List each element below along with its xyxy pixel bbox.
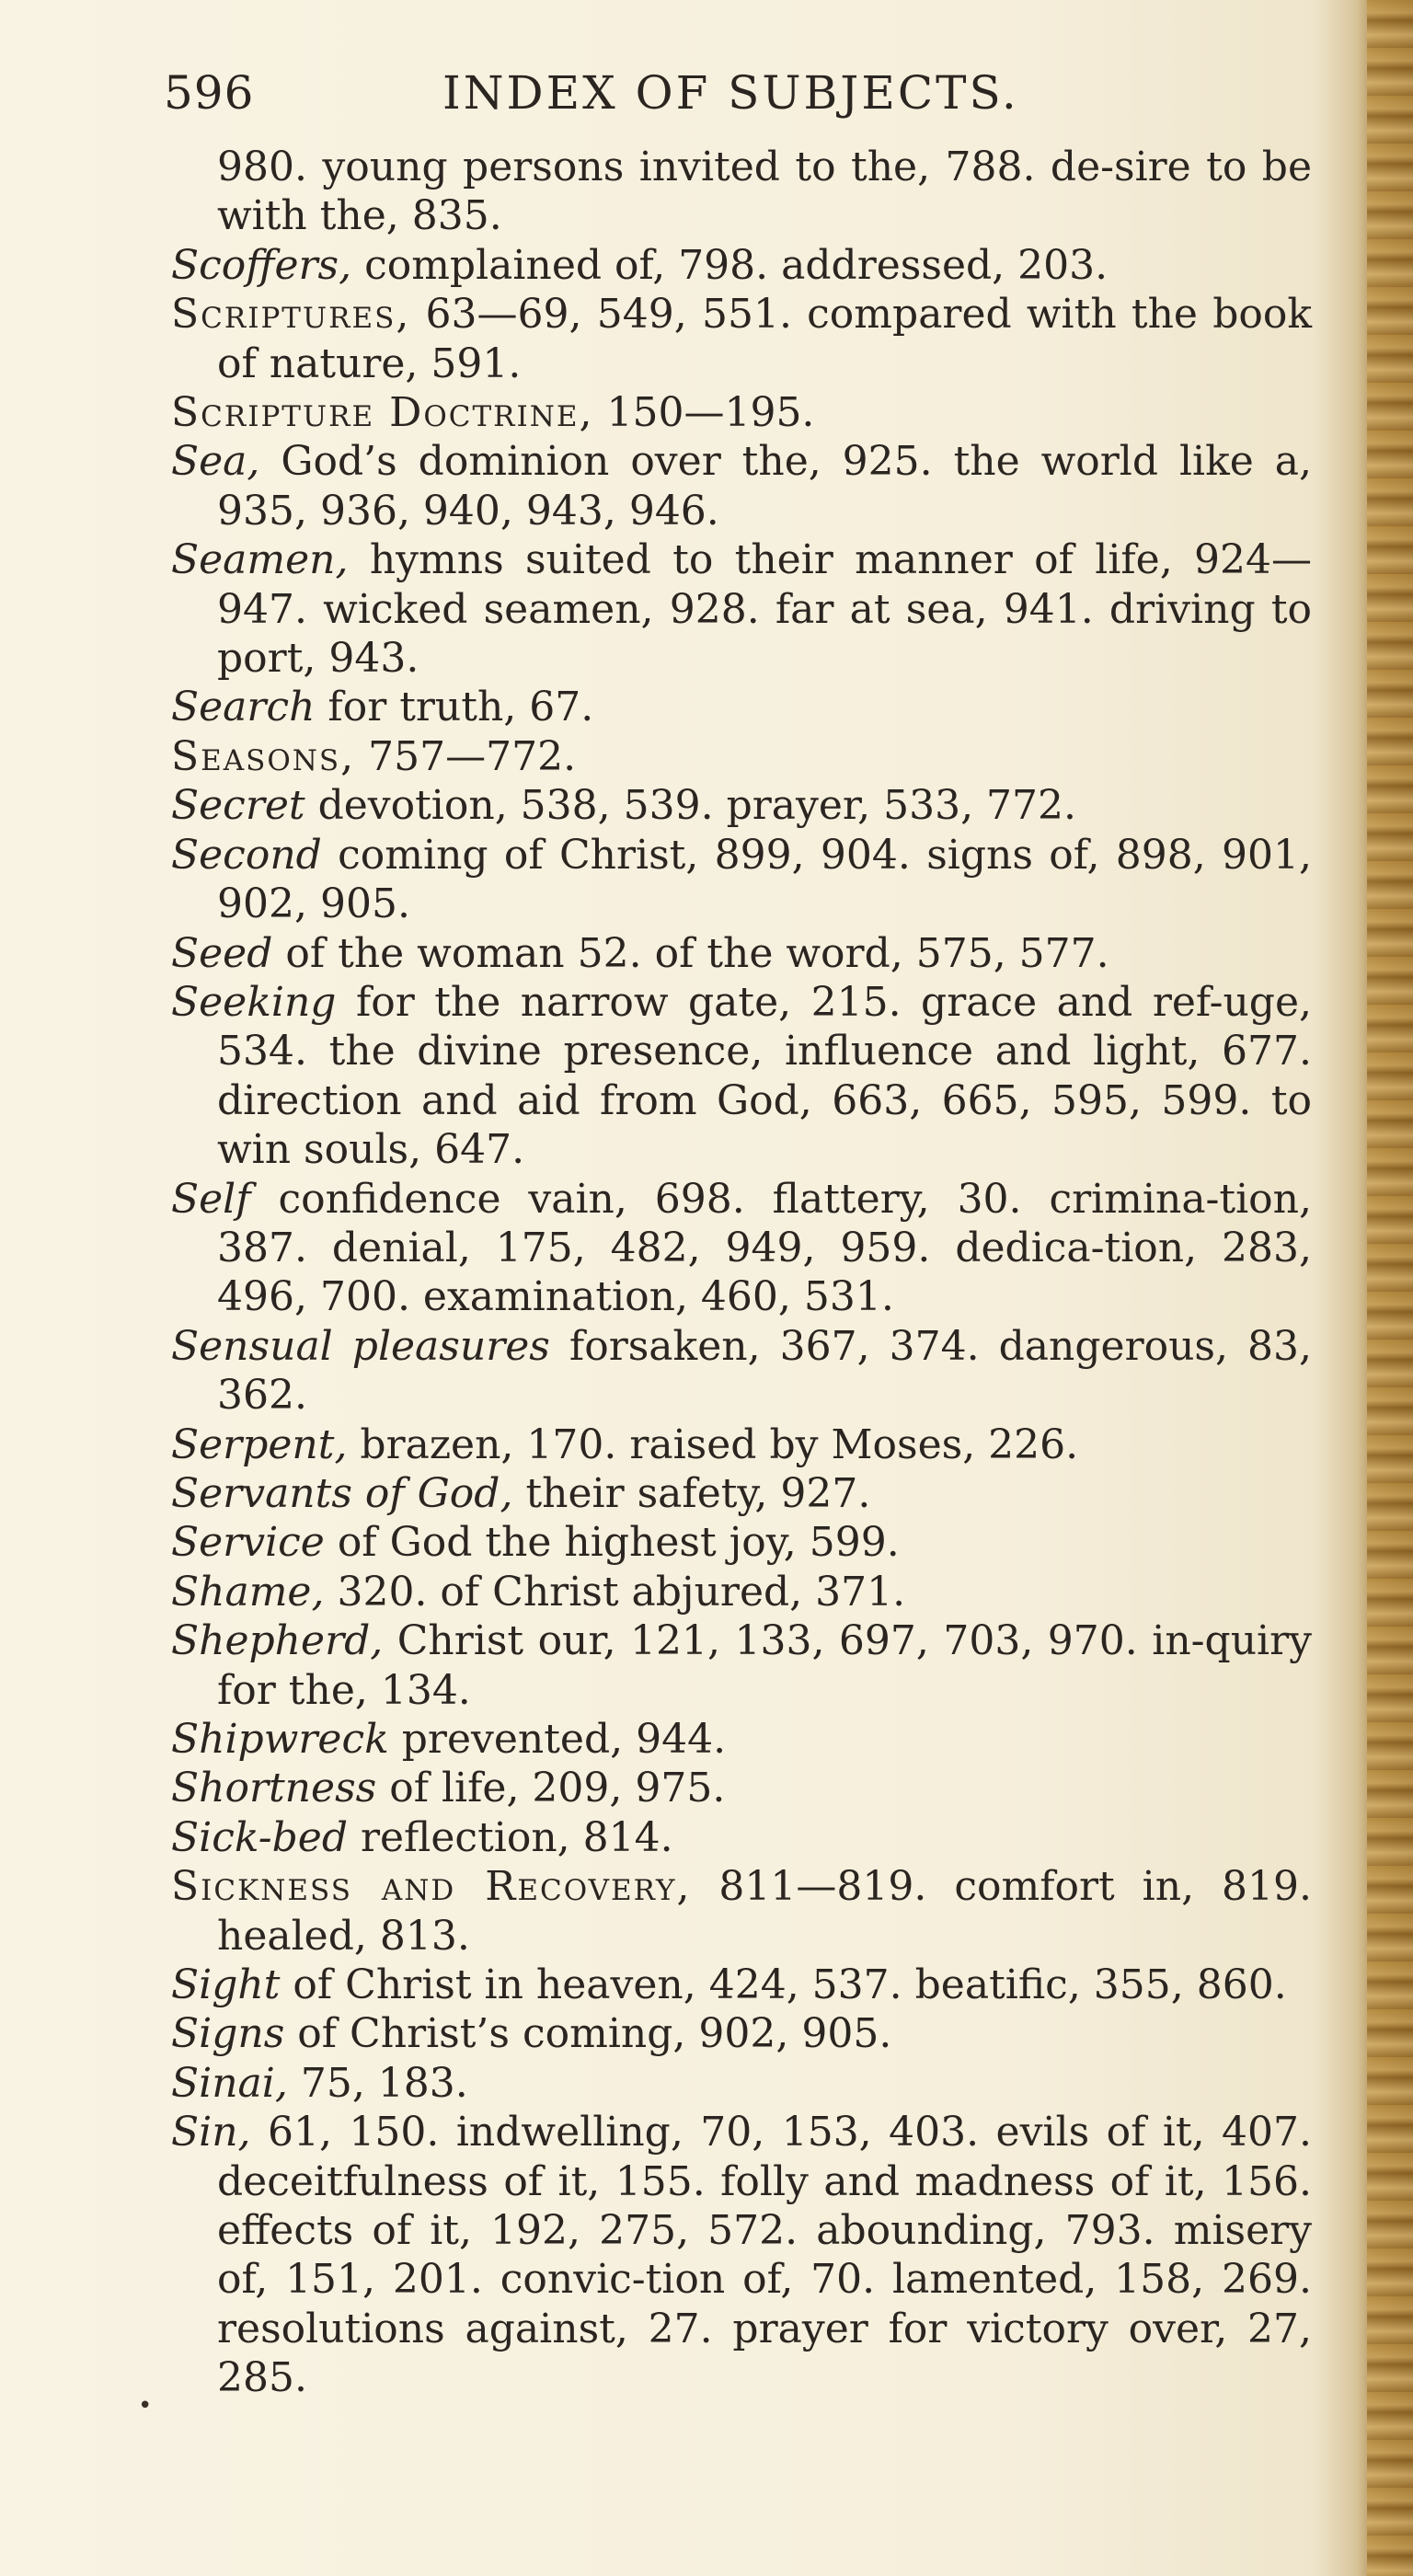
index-entry [171,1813,1312,1862]
index-entry [171,1616,1312,1715]
index-entry [171,978,1312,1175]
index-entry [171,1568,1312,1616]
entry-references: of Christ’s coming, 902, 905. [284,2010,892,2058]
index-entry [171,1862,1312,1961]
index-entry [171,831,1312,929]
index-entry [171,1420,1312,1469]
index-entry [171,241,1312,290]
entry-keyword: Sickness and Recovery, [171,1863,692,1911]
index-entry [171,1518,1312,1567]
entry-references: forsaken, 367, 374. dangerous, 83, 362. [217,1322,1313,1420]
entry-references: 980. young persons invited to the, 788. de-sire to be with the, 835. [217,144,1312,240]
index-entry [171,929,1312,978]
entry-keyword: Servants of God, [171,1469,513,1517]
entry-keyword: Signs [171,2010,285,2058]
entry-keyword: Scoffers, [171,241,352,289]
index-entry [171,388,1312,437]
index-entry [171,143,1312,241]
entry-keyword: Shepherd, [171,1617,384,1665]
index-entry [171,1715,1312,1764]
entry-references: of Christ in heaven, 424, 537. beatific, 355, 860. [280,1961,1287,2009]
entry-keyword: Second [171,831,322,879]
entry-keyword: Search [171,684,316,731]
entry-keyword: Sensual pleasures [171,1322,550,1370]
page-header [164,66,1314,131]
running-title: INDEX OF SUBJECTS. [442,66,1019,120]
entry-keyword: Service [171,1519,325,1567]
index-entry [171,2009,1312,2058]
entry-references: their safety, 927. [512,1469,871,1517]
entry-references: brazen, 170. raised by Moses, 226. [347,1420,1079,1468]
page-number: 596 [164,66,255,120]
index-entry [171,290,1312,388]
entry-keyword: Serpent, [171,1420,348,1468]
entry-keyword: Sin, [171,2109,251,2156]
entry-keyword: Seed [171,929,273,977]
entry-references: reflection, 814. [347,1813,673,1861]
entry-keyword: Shipwreck [171,1716,389,1763]
entry-keyword: Shame, [171,1568,325,1616]
entry-keyword: Shortness [171,1765,377,1812]
entry-keyword: Seamen, [171,536,349,584]
entry-references: for truth, 67. [315,684,594,731]
entry-references: 757—772. [355,732,577,780]
entry-references: complained of, 798. addressed, 203. [351,241,1109,289]
margin-mark: • [138,2392,153,2420]
entry-references: prevented, 944. [388,1716,727,1763]
entry-keyword: Sight [171,1961,281,2009]
index-entry [171,1469,1312,1518]
entry-keyword: Self [171,1175,251,1223]
entry-references: coming of Christ, 899, 904. signs of, 898, 901, 902, 905. [217,831,1312,928]
index-entry [171,2059,1312,2108]
index-entry [171,1961,1312,2009]
entry-keyword: Sick-bed [171,1813,348,1861]
entry-references: 320. of Christ abjured, 371. [324,1568,906,1616]
entry-references: 811—819. comfort in, 819. healed, 813. [217,1863,1313,1960]
entry-references: hymns suited to their manner of life, 924—947. wicked seamen, 928. far at sea, 941. driving to port, 943. [217,536,1312,683]
entry-references: 150—195. [593,389,815,437]
entry-keyword: Seasons, [171,732,356,780]
index-entry [171,781,1312,830]
page-edge [1367,0,1413,2576]
index-entry [171,732,1312,781]
entry-references: for the narrow gate, 215. grace and ref-uge, 534. the divine presence, influence and light, 677. direction and aid from God, 663, 665, 595, 599. to win souls, 647. [217,978,1312,1174]
entry-references: of the woman 52. of the word, 575, 577. [272,929,1109,977]
entry-references: devotion, 538, 539. prayer, 533, 772. [304,782,1077,830]
entry-references: God’s dominion over the, 925. the world like a, 935, 936, 940, 943, 946. [217,438,1312,535]
index-entry [171,2108,1312,2402]
entry-references: of life, 209, 975. [376,1765,726,1812]
entry-keyword: Scriptures, [171,291,411,339]
entry-references: confidence vain, 698. flattery, 30. crimina-tion, 387. denial, 175, 482, 949, 959. dedica-tion, 283, 496, 700. examination, 460, 531. [217,1175,1312,1321]
entry-references: Christ our, 121, 133, 697, 703, 970. in-quiry for the, 134. [217,1617,1312,1714]
entry-keyword: Secret [171,782,305,830]
index-entry [171,535,1312,683]
entry-references: of God the highest joy, 599. [324,1519,900,1567]
entry-keyword: Sea, [171,438,260,486]
index-entry [171,683,1312,731]
index-entry [171,1764,1312,1812]
index-entry [171,1322,1312,1420]
index-entry [171,437,1312,535]
entry-keyword: Seeking [171,978,337,1026]
index-list [171,143,1312,2403]
entry-keyword: Sinai, [171,2059,288,2107]
entry-references: 75, 183. [287,2059,468,2107]
index-entry [171,1175,1312,1322]
entry-references: 61, 150. indwelling, 70, 153, 403. evils of it, 407. deceitfulness of it, 155. folly and madness of it, 156. effects of it, 192, 275, 572. abounding, 793. misery of, 151, 201. convic-tion of, 70. lamented, 158, 269. resolutions against, 27. prayer for victory over, 27, 285. [217,2109,1312,2402]
entry-keyword: Scripture Doctrine, [171,389,594,437]
entry-references: 63—69, 549, 551. compared with the book of nature, 591. [217,291,1312,387]
